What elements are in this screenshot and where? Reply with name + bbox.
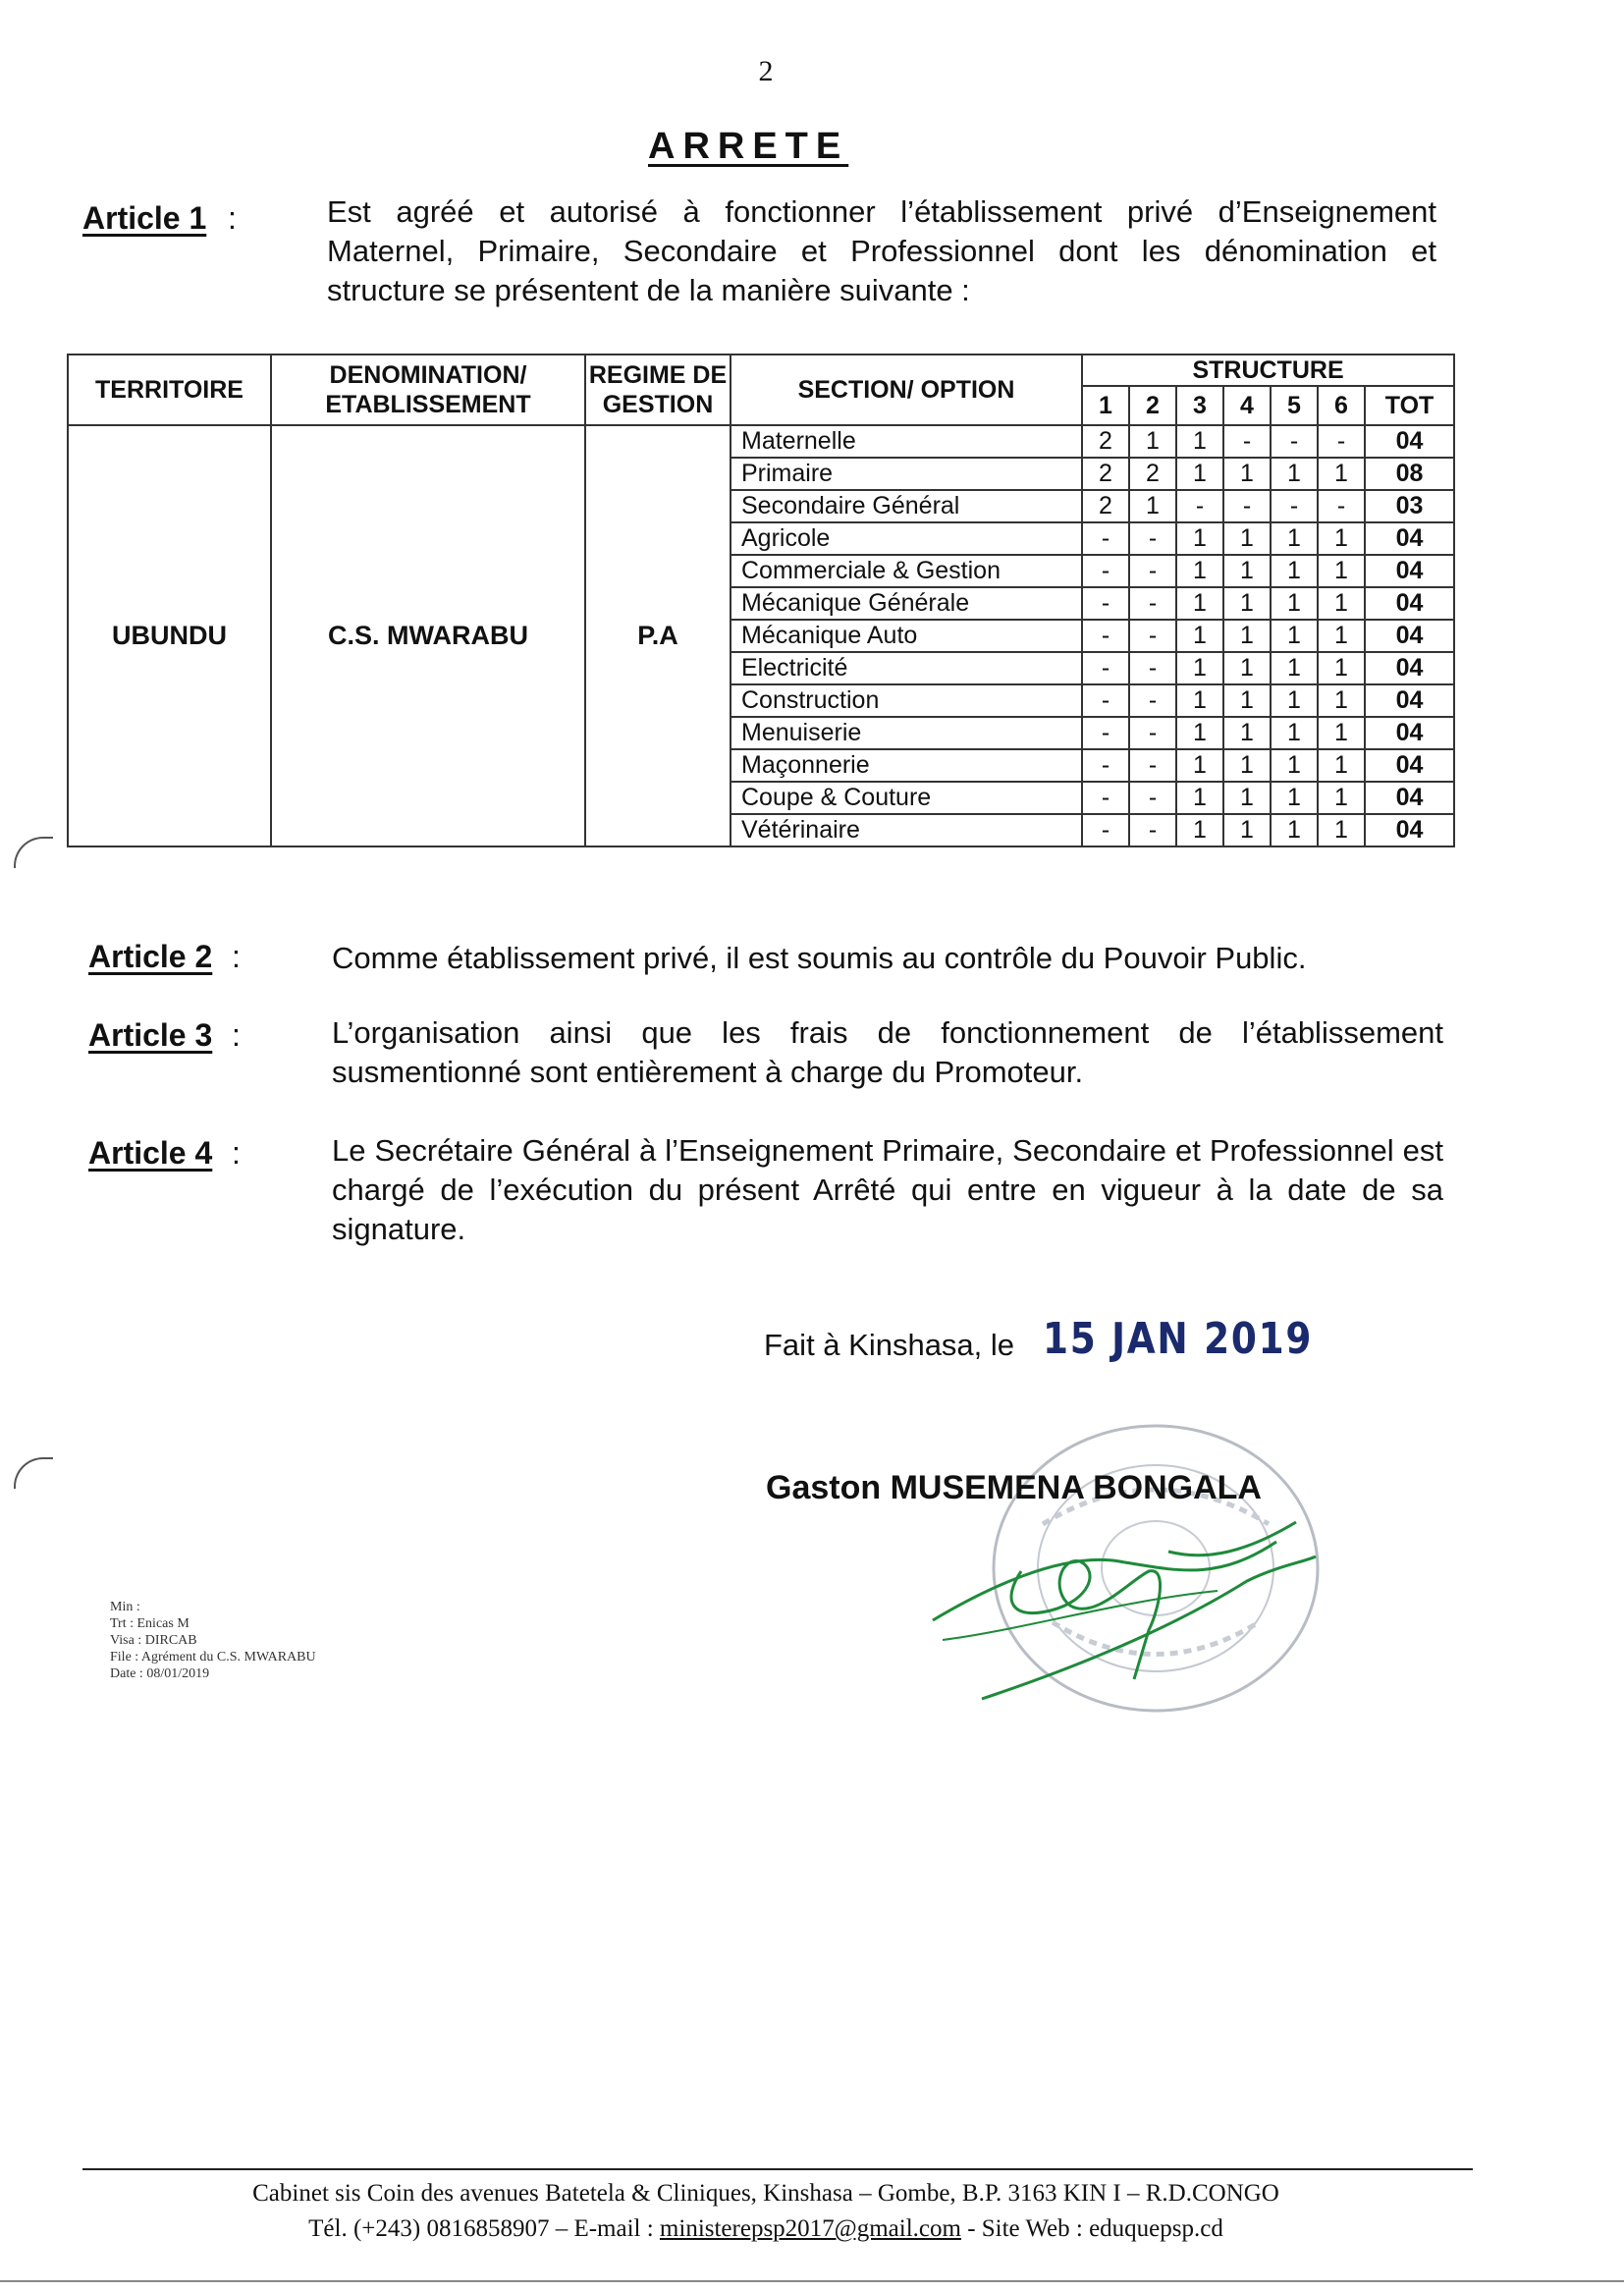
year-6-cell: 1 [1318,587,1365,620]
header-territoire: TERRITOIRE [68,355,271,425]
year-3-cell: 1 [1176,587,1223,620]
article-4-label: Article 4 [88,1135,213,1171]
section-cell: Maçonnerie [731,749,1082,782]
year-1-cell: 2 [1082,425,1129,458]
year-3-cell: 1 [1176,555,1223,587]
year-1-cell: - [1082,717,1129,749]
header-col-6: 6 [1318,386,1365,425]
handwritten-signature-icon [923,1512,1335,1709]
header-regime: REGIME DE GESTION [585,355,731,425]
year-1-cell: - [1082,749,1129,782]
year-1-cell: 2 [1082,490,1129,522]
year-2-cell: 2 [1129,458,1176,490]
article-1-text: Est agréé et autorisé à fonctionner l’établissement privé d’Enseignement Maternel, Primaire, Secondaire et Professionnel dont les dénomination et structure se présentent de la manière suivante : [327,194,1436,307]
year-3-cell: 1 [1176,458,1223,490]
total-cell: 04 [1365,522,1454,555]
article-4-colon: : [232,1135,241,1171]
year-2-cell: - [1129,587,1176,620]
section-cell: Primaire [731,458,1082,490]
margin-notes [110,1599,316,1682]
total-cell: 04 [1365,587,1454,620]
year-2-cell: - [1129,620,1176,652]
year-1-cell: - [1082,652,1129,684]
year-2-cell: - [1129,814,1176,846]
year-2-cell: - [1129,717,1176,749]
structure-table [67,354,1455,847]
year-6-cell: 1 [1318,749,1365,782]
year-6-cell: 1 [1318,717,1365,749]
year-5-cell: - [1271,425,1318,458]
total-cell: 08 [1365,458,1454,490]
section-cell: Mécanique Auto [731,620,1082,652]
year-3-cell: 1 [1176,522,1223,555]
year-1-cell: - [1082,620,1129,652]
footer-divider [82,2168,1473,2170]
year-6-cell: 1 [1318,814,1365,846]
footer-phone: Tél. (+243) 0816858907 – E-mail : [308,2215,660,2242]
article-1-label: Article 1 [82,200,207,236]
year-5-cell: - [1271,490,1318,522]
year-4-cell: 1 [1223,814,1271,846]
margin-note-visa: Visa : DIRCAB [110,1633,197,1648]
year-6-cell: 1 [1318,522,1365,555]
header-col-5: 5 [1271,386,1318,425]
year-4-cell: 1 [1223,717,1271,749]
place-date: Fait à Kinshasa, le [764,1328,1015,1362]
year-2-cell: 1 [1129,425,1176,458]
total-cell: 04 [1365,620,1454,652]
header-col-4: 4 [1223,386,1271,425]
year-3-cell: 1 [1176,425,1223,458]
header-col-1: 1 [1082,386,1129,425]
year-2-cell: - [1129,555,1176,587]
page-number: 2 [758,55,774,87]
header-col-tot: TOT [1365,386,1454,425]
year-1-cell: - [1082,684,1129,717]
article-2-colon: : [232,939,241,974]
year-5-cell: 1 [1271,782,1318,814]
year-4-cell: 1 [1223,782,1271,814]
year-5-cell: 1 [1271,814,1318,846]
territoire-cell: UBUNDU [68,425,271,846]
date-stamp: 15 JAN 2019 [1043,1314,1314,1364]
year-3-cell: 1 [1176,782,1223,814]
total-cell: 04 [1365,684,1454,717]
margin-note-trt: Trt : Enicas M [110,1616,189,1631]
year-3-cell: 1 [1176,652,1223,684]
document-title: ARRETE [648,126,849,167]
table-row [68,425,1454,458]
year-3-cell: 1 [1176,749,1223,782]
total-cell: 04 [1365,749,1454,782]
article-1-colon: : [228,200,237,236]
year-6-cell: - [1318,425,1365,458]
footer-address: Cabinet sis Coin des avenues Batetela & Cliniques, Kinshasa – Gombe, B.P. 3163 KIN I – R.D.CONGO [252,2180,1279,2207]
year-3-cell: 1 [1176,620,1223,652]
article-2-label: Article 2 [88,939,213,974]
year-2-cell: - [1129,684,1176,717]
year-2-cell: - [1129,522,1176,555]
margin-note-min: Min : [110,1600,140,1614]
section-cell: Commerciale & Gestion [731,555,1082,587]
section-cell: Coupe & Couture [731,782,1082,814]
year-3-cell: 1 [1176,717,1223,749]
year-3-cell: 1 [1176,684,1223,717]
year-3-cell: 1 [1176,814,1223,846]
section-cell: Mécanique Générale [731,587,1082,620]
year-1-cell: - [1082,555,1129,587]
header-col-3: 3 [1176,386,1223,425]
year-4-cell: 1 [1223,555,1271,587]
year-5-cell: 1 [1271,749,1318,782]
article-4-text: Le Secrétaire Général à l’Enseignement Primaire, Secondaire et Professionnel est chargé de l’exécution du présent Arrêté qui entre en vigueur à la date de sa signature. [332,1133,1443,1246]
footer-contact [0,2215,1532,2243]
header-structure: STRUCTURE [1082,355,1454,386]
year-5-cell: 1 [1271,458,1318,490]
header-denomination: DENOMINATION/ ETABLISSEMENT [271,355,585,425]
section-cell: Secondaire Général [731,490,1082,522]
regime-cell: P.A [585,425,731,846]
year-4-cell: 1 [1223,522,1271,555]
structure-table-body [68,425,1454,846]
page-bottom-divider [0,2280,1624,2282]
year-6-cell: 1 [1318,555,1365,587]
etablissement-cell: C.S. MWARABU [271,425,585,846]
total-cell: 04 [1365,717,1454,749]
year-6-cell: 1 [1318,652,1365,684]
year-6-cell: 1 [1318,458,1365,490]
year-1-cell: - [1082,814,1129,846]
year-1-cell: 2 [1082,458,1129,490]
year-6-cell: 1 [1318,684,1365,717]
year-1-cell: - [1082,782,1129,814]
year-6-cell: 1 [1318,782,1365,814]
year-5-cell: 1 [1271,717,1318,749]
year-4-cell: 1 [1223,620,1271,652]
total-cell: 04 [1365,652,1454,684]
year-4-cell: - [1223,425,1271,458]
article-3-text: L’organisation ainsi que les frais de fonctionnement de l’établissement susmentionné sont entièrement à charge du Promoteur. [332,1015,1443,1089]
year-5-cell: 1 [1271,652,1318,684]
total-cell: 03 [1365,490,1454,522]
year-2-cell: - [1129,782,1176,814]
header-col-2: 2 [1129,386,1176,425]
section-cell: Agricole [731,522,1082,555]
scan-mark [14,837,53,868]
margin-note-file: File : Agrément du C.S. MWARABU [110,1650,316,1664]
year-5-cell: 1 [1271,555,1318,587]
section-cell: Maternelle [731,425,1082,458]
year-6-cell: 1 [1318,620,1365,652]
footer-email-link[interactable]: ministerepsp2017@gmail.com [659,2215,961,2242]
year-5-cell: 1 [1271,522,1318,555]
year-2-cell: - [1129,749,1176,782]
section-cell: Construction [731,684,1082,717]
signatory-name: Gaston MUSEMENA BONGALA [766,1469,1262,1506]
year-5-cell: 1 [1271,620,1318,652]
year-1-cell: - [1082,587,1129,620]
section-cell: Menuiserie [731,717,1082,749]
year-2-cell: - [1129,652,1176,684]
year-4-cell: - [1223,490,1271,522]
section-cell: Vétérinaire [731,814,1082,846]
total-cell: 04 [1365,555,1454,587]
year-3-cell: - [1176,490,1223,522]
year-6-cell: - [1318,490,1365,522]
year-2-cell: 1 [1129,490,1176,522]
year-1-cell: - [1082,522,1129,555]
year-4-cell: 1 [1223,652,1271,684]
section-cell: Electricité [731,652,1082,684]
year-4-cell: 1 [1223,749,1271,782]
year-4-cell: 1 [1223,458,1271,490]
total-cell: 04 [1365,425,1454,458]
total-cell: 04 [1365,814,1454,846]
year-4-cell: 1 [1223,587,1271,620]
footer-website: - Site Web : eduquepsp.cd [960,2215,1223,2242]
year-4-cell: 1 [1223,684,1271,717]
margin-note-date: Date : 08/01/2019 [110,1666,210,1681]
year-5-cell: 1 [1271,684,1318,717]
total-cell: 04 [1365,782,1454,814]
article-2-text: Comme établissement privé, il est soumis au contrôle du Pouvoir Public. [332,941,1307,975]
article-3-label: Article 3 [88,1017,213,1053]
scan-mark [14,1457,53,1489]
article-3-colon: : [232,1017,241,1053]
year-5-cell: 1 [1271,587,1318,620]
header-section: SECTION/ OPTION [731,355,1082,425]
